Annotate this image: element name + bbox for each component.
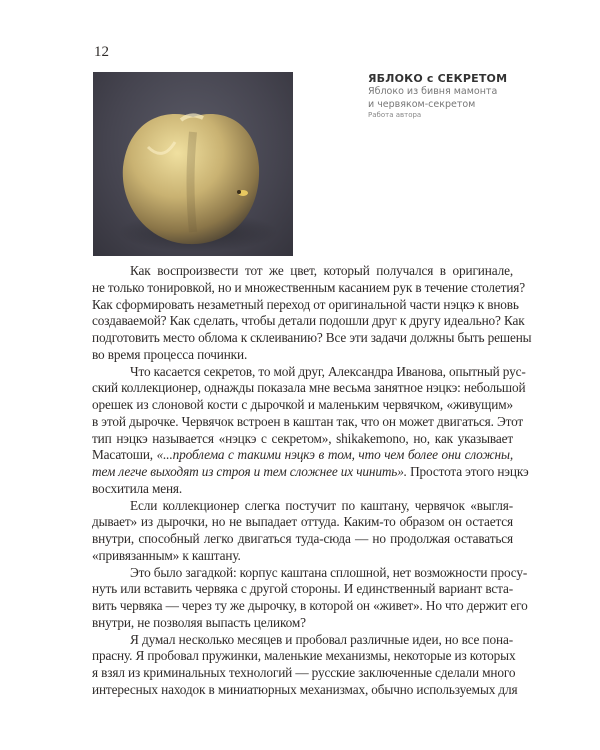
quote-text: тем легче выходят из строя и тем сложнее их чинить». xyxy=(92,464,407,479)
quote-text: «...проблема с такими нэцкэ в том, что чем более они сложны, xyxy=(156,447,514,463)
text-line: в этой дырочке. Червячок встроен в каштан так, что он может двигаться. Этот xyxy=(92,413,524,429)
text-span: Простота этого нэцкэ xyxy=(406,464,529,479)
text-line: интересных находок в миниатюрных механизмах, обычно используемых для xyxy=(92,681,518,697)
text-line: ский коллекционер, однажды показала мне весьма занятное нэцкэ: небольшой xyxy=(92,380,526,396)
text-line: дывает» из дырочки, но не выпадает оттуда. Каким-то образом он остается xyxy=(92,514,513,530)
text-line: нуть или вставить червяка с другой стороны. И единственный вариант вста- xyxy=(92,581,513,597)
paragraph xyxy=(92,498,513,565)
text-line xyxy=(92,447,513,464)
caption-subtitle-line: Яблоко из бивня мамонта xyxy=(368,86,498,97)
text-span: Масатоши, xyxy=(92,447,157,463)
text-line: прасну. Я пробовал пружинки, маленькие механизмы, некоторые из которых xyxy=(92,648,516,664)
paragraph xyxy=(92,363,529,498)
text-line: не только тонировкой, но и множественным касанием рук в течение столетия? xyxy=(92,279,526,295)
text-line: Это было загадкой: корпус каштана сплошной, нет возможности просу- xyxy=(130,564,528,580)
apple-photo xyxy=(93,72,293,256)
text-line: Как воспроизвести тот же цвет, который получался в оригинале, xyxy=(130,263,513,278)
text-line: Если коллекционер слегка постучит по каштану, червячок «выгля- xyxy=(130,497,513,513)
caption-title: ЯБЛОКО с СЕКРЕТОМ xyxy=(368,72,508,85)
text-line: во время процесса починки. xyxy=(92,346,248,362)
paragraph xyxy=(92,631,518,699)
caption-credit: Работа автора xyxy=(368,111,422,119)
text-line: Как сформировать незаметный переход от оригинальной части нэцкэ к вновь xyxy=(92,296,519,312)
page-number: 12 xyxy=(94,44,109,60)
text-line: тип нэцкэ называется «нэцкэ с секретом», shikakemono, но, как указывает xyxy=(92,430,513,446)
text-line: внутри, способный легко двигаться туда-сюда — но продолжая оставаться xyxy=(92,531,513,546)
text-line: создаваемой? Как сделать, чтобы детали подошли друг к другу идеально? Как xyxy=(92,313,525,329)
text-line: Что касается секретов, то мой друг, Александра Иванова, опытный рус- xyxy=(130,363,526,379)
text-line: Я думал несколько месяцев и пробовал различные идеи, но все пона- xyxy=(130,631,513,647)
text-line xyxy=(92,464,529,481)
text-line: орешек из слоновой кости с дырочкой и маленьким червячком, «живущим» xyxy=(92,397,513,412)
text-line: подготовить место облома к склеиванию? Все эти задачи должны быть решены xyxy=(92,330,532,345)
paragraph xyxy=(92,263,532,364)
text-line: внутри, не позволяя выпасть целиком? xyxy=(92,614,306,630)
paragraph xyxy=(92,564,528,632)
text-line: вить червяка — через ту же дырочку, в которой он «живет». Но что держит его xyxy=(92,598,528,613)
text-line: «привязанным» к каштану. xyxy=(92,547,241,563)
text-line: я взял из криминальных технологий — русские заключенные сделали много xyxy=(92,665,516,680)
caption-subtitle-line: и червяком-секретом xyxy=(368,99,476,110)
figure-caption xyxy=(368,72,507,119)
ivory-apple-image xyxy=(93,72,293,256)
text-line: восхитила меня. xyxy=(92,480,183,496)
body-text xyxy=(92,263,532,699)
